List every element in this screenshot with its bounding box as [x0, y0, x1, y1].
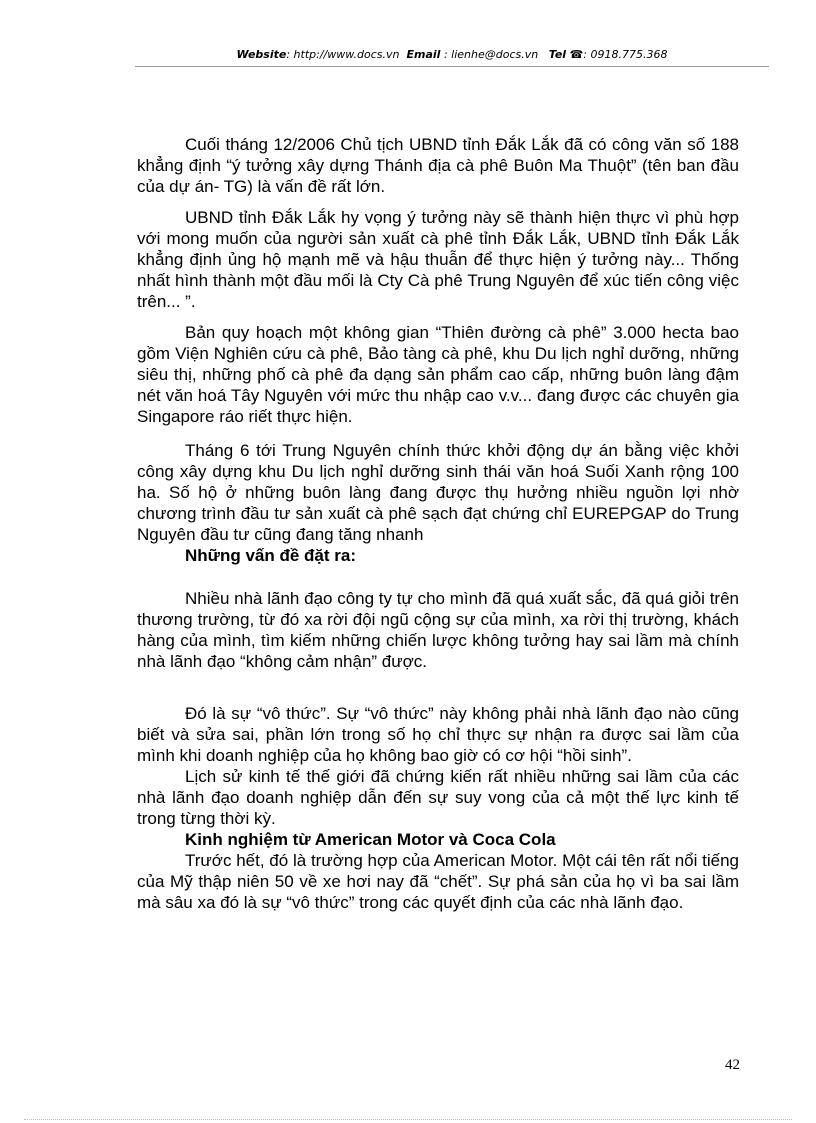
- section-heading-issues: Những vấn đề đặt ra:: [185, 546, 356, 565]
- paragraph-7: Lịch sử kinh tế thế giới đã chứng kiến rất nhiều những sai lầm của các nhà lãnh đạo doanh nghiệp dẫn đến sự suy vong của cả một thế lực kinh tế trong từng thời kỳ.: [137, 767, 739, 828]
- tel-value: : 0918.775.368: [583, 48, 668, 61]
- website-label: Website: [236, 48, 287, 61]
- email-label: Email: [406, 48, 441, 61]
- tel-label: Tel: [548, 48, 567, 61]
- document-body: [137, 134, 739, 913]
- paragraph-1: Cuối tháng 12/2006 Chủ tịch UBND tỉnh Đắk Lắk đã có công văn số 188 khẳng định “ý tưởng xây dựng Thánh địa cà phê Buôn Ma Thuột” (tên ban đầu của dự án- TG) là vấn đề rất lớn.: [137, 135, 739, 196]
- paragraph-3: Bản quy hoạch một không gian “Thiên đường cà phê” 3.000 hecta bao gồm Viện Nghiên cứu cà phê, Bảo tàng cà phê, khu Du lịch nghỉ dưỡng, những siêu thị, những phố cà phê đa dạng sản phẩm cao cấp, những buôn làng đậm nét văn hoá Tây Nguyên với mức thu nhập cao v.v... đang được các chuyên gia Singapore ráo riết thực hiện.: [137, 323, 739, 426]
- page-header: [135, 48, 769, 61]
- email-value: : lienhe@docs.vn: [443, 48, 539, 61]
- paragraph-8: Trước hết, đó là trường hợp của American Motor. Một cái tên rất nổi tiếng của Mỹ thập niên 50 về xe hơi nay đã “chết”. Sự phá sản của họ vì ba sai lầm mà sâu xa đó là sự “vô thức” trong các quyết định của các nhà lãnh đạo.: [137, 851, 739, 912]
- paragraph-2: UBND tỉnh Đắk Lắk hy vọng ý tưởng này sẽ thành hiện thực vì phù hợp với mong muốn của người sản xuất cà phê tỉnh Đắk Lắk, UBND tỉnh Đắk Lắk khẳng định ủng hộ mạnh mẽ và hậu thuẫn để thực hiện ý tưởng này... Thống nhất hình thành một đầu mối là Cty Cà phê Trung Nguyên để xúc tiến công việc trên... ”.: [137, 208, 739, 311]
- header-divider: [135, 66, 769, 67]
- section-heading-american-motor: Kinh nghiệm từ American Motor và Coca Cola: [185, 830, 556, 849]
- phone-icon: ☎: [569, 48, 584, 61]
- footer-divider: [24, 1119, 792, 1120]
- paragraph-5: Nhiều nhà lãnh đạo công ty tự cho mình đã quá xuất sắc, đã quá giỏi trên thương trường, từ đó xa rời đội ngũ cộng sự của mình, xa rời thị trường, khách hàng của mình, tìm kiếm những chiến lược không tưởng hay sai lầm mà chính nhà lãnh đạo “không cảm nhận” được.: [137, 589, 739, 671]
- paragraph-4: Tháng 6 tới Trung Nguyên chính thức khởi động dự án bằng việc khởi công xây dựng khu Du lịch nghỉ dưỡng sinh thái văn hoá Suối Xanh rộng 100 ha. Số hộ ở những buôn làng đang được thụ hưởng nhiều nguồn lợi nhờ chương trình đầu tư sản xuất cà phê sạch đạt chứng chỉ EUREPGAP do Trung Nguyên đầu tư cũng đang tăng nhanh: [137, 441, 739, 544]
- paragraph-6: Đó là sự “vô thức”. Sự “vô thức” này không phải nhà lãnh đạo nào cũng biết và sửa sai, phần lớn trong số họ chỉ thực sự nhận ra được sai lầm của mình khi doanh nghiệp của họ không bao giờ có cơ hội “hồi sinh”.: [137, 704, 739, 765]
- website-value: : http://www.docs.vn: [286, 48, 400, 61]
- page-number: 42: [725, 1057, 740, 1073]
